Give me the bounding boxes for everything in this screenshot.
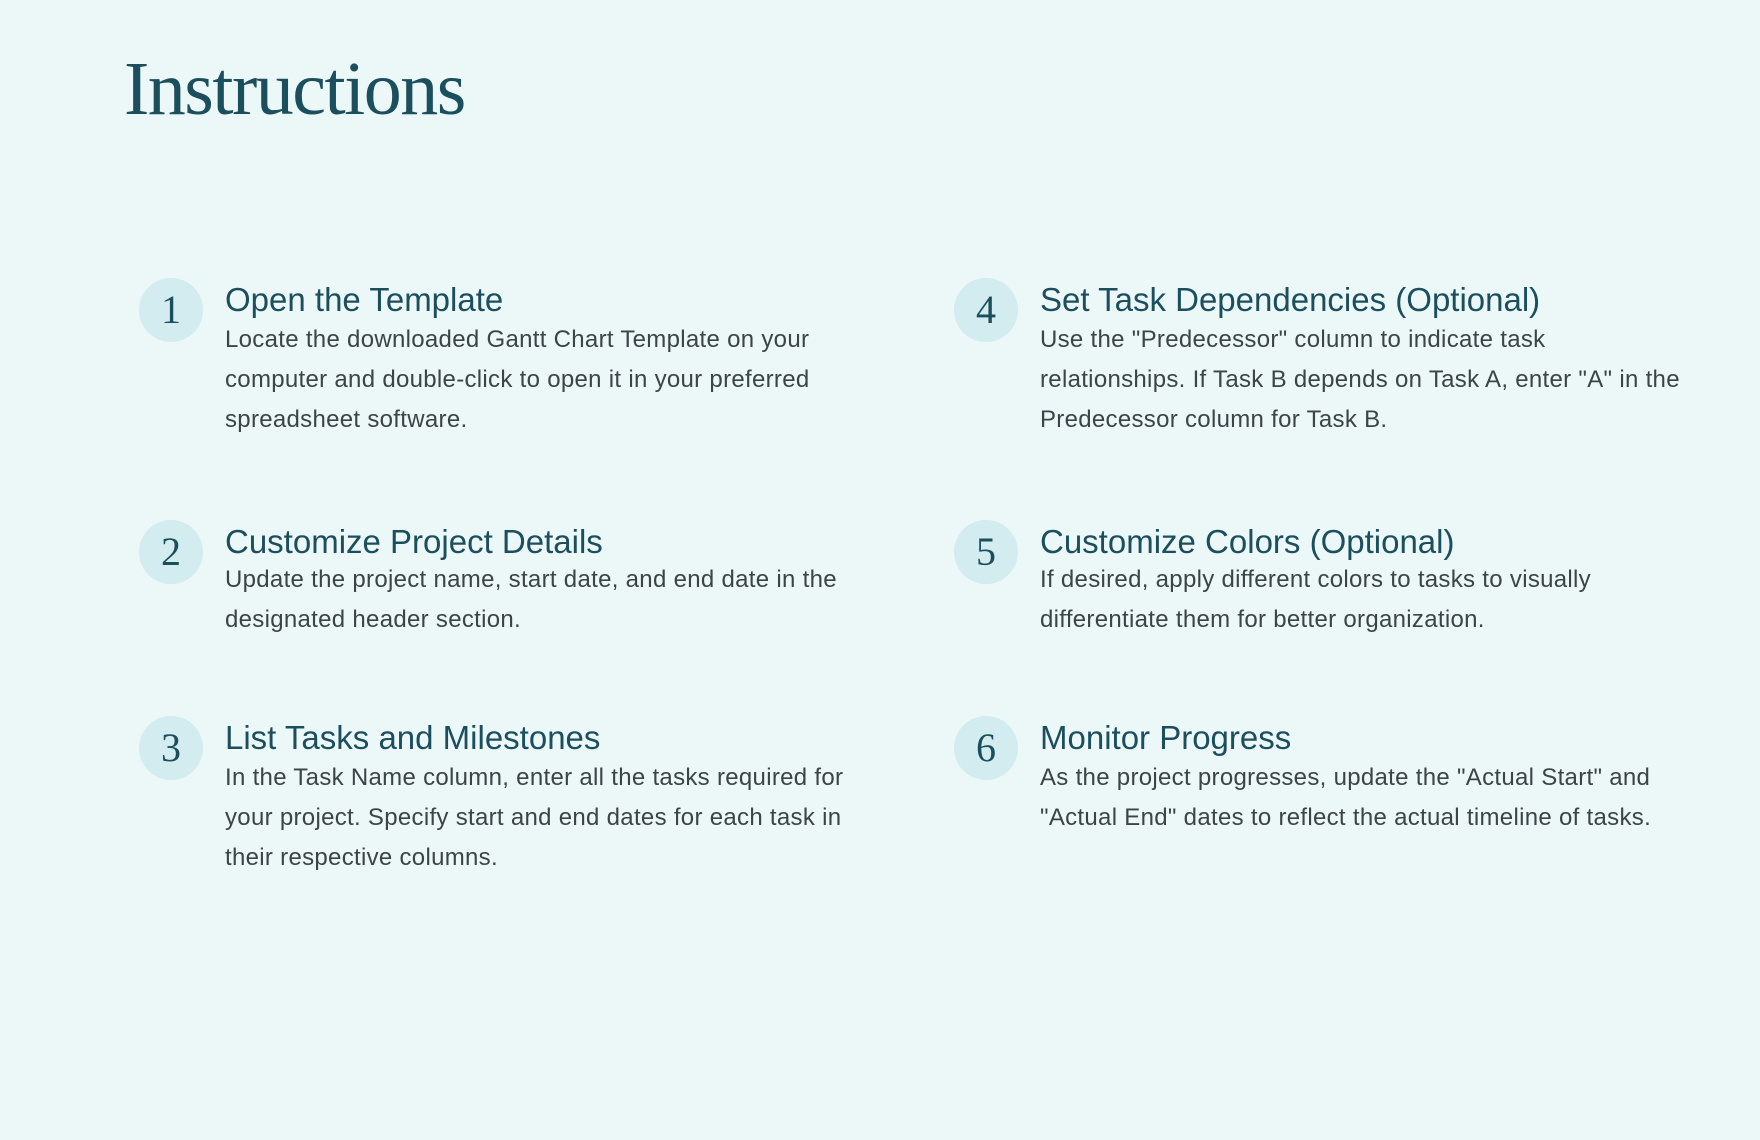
step-description: Update the project name, start date, and end date in the designated header section. bbox=[225, 566, 837, 633]
step-description: In the Task Name column, enter all the tasks required for your project. Specify start and end dates for each task in their respective columns. bbox=[225, 764, 844, 871]
step-number-badge: 3 bbox=[139, 716, 203, 780]
step-number-badge: 4 bbox=[954, 278, 1018, 342]
step-description: If desired, apply different colors to tasks to visually differentiate them for better organization. bbox=[1040, 566, 1591, 633]
step-title: Customize Project Details bbox=[225, 523, 603, 560]
step-title: Open the Template bbox=[225, 281, 504, 318]
step-title: Set Task Dependencies (Optional) bbox=[1040, 281, 1541, 318]
page-title: Instructions bbox=[124, 47, 465, 131]
step-description: Use the "Predecessor" column to indicate task relationships. If Task B depends on Task A, enter "A" in the Predecessor column for Task B. bbox=[1040, 326, 1680, 433]
step-title: List Tasks and Milestones bbox=[225, 719, 601, 756]
step-title: Customize Colors (Optional) bbox=[1040, 523, 1455, 560]
step-description: Locate the downloaded Gantt Chart Template on your computer and double-click to open it in your preferred spreadsheet software. bbox=[225, 326, 810, 433]
step-number-badge: 6 bbox=[954, 716, 1018, 780]
step-number-badge: 5 bbox=[954, 520, 1018, 584]
step-number-badge: 1 bbox=[139, 278, 203, 342]
step-description: As the project progresses, update the "Actual Start" and "Actual End" dates to reflect the actual timeline of tasks. bbox=[1040, 764, 1652, 831]
step-title: Monitor Progress bbox=[1040, 719, 1292, 756]
step-number-badge: 2 bbox=[139, 520, 203, 584]
